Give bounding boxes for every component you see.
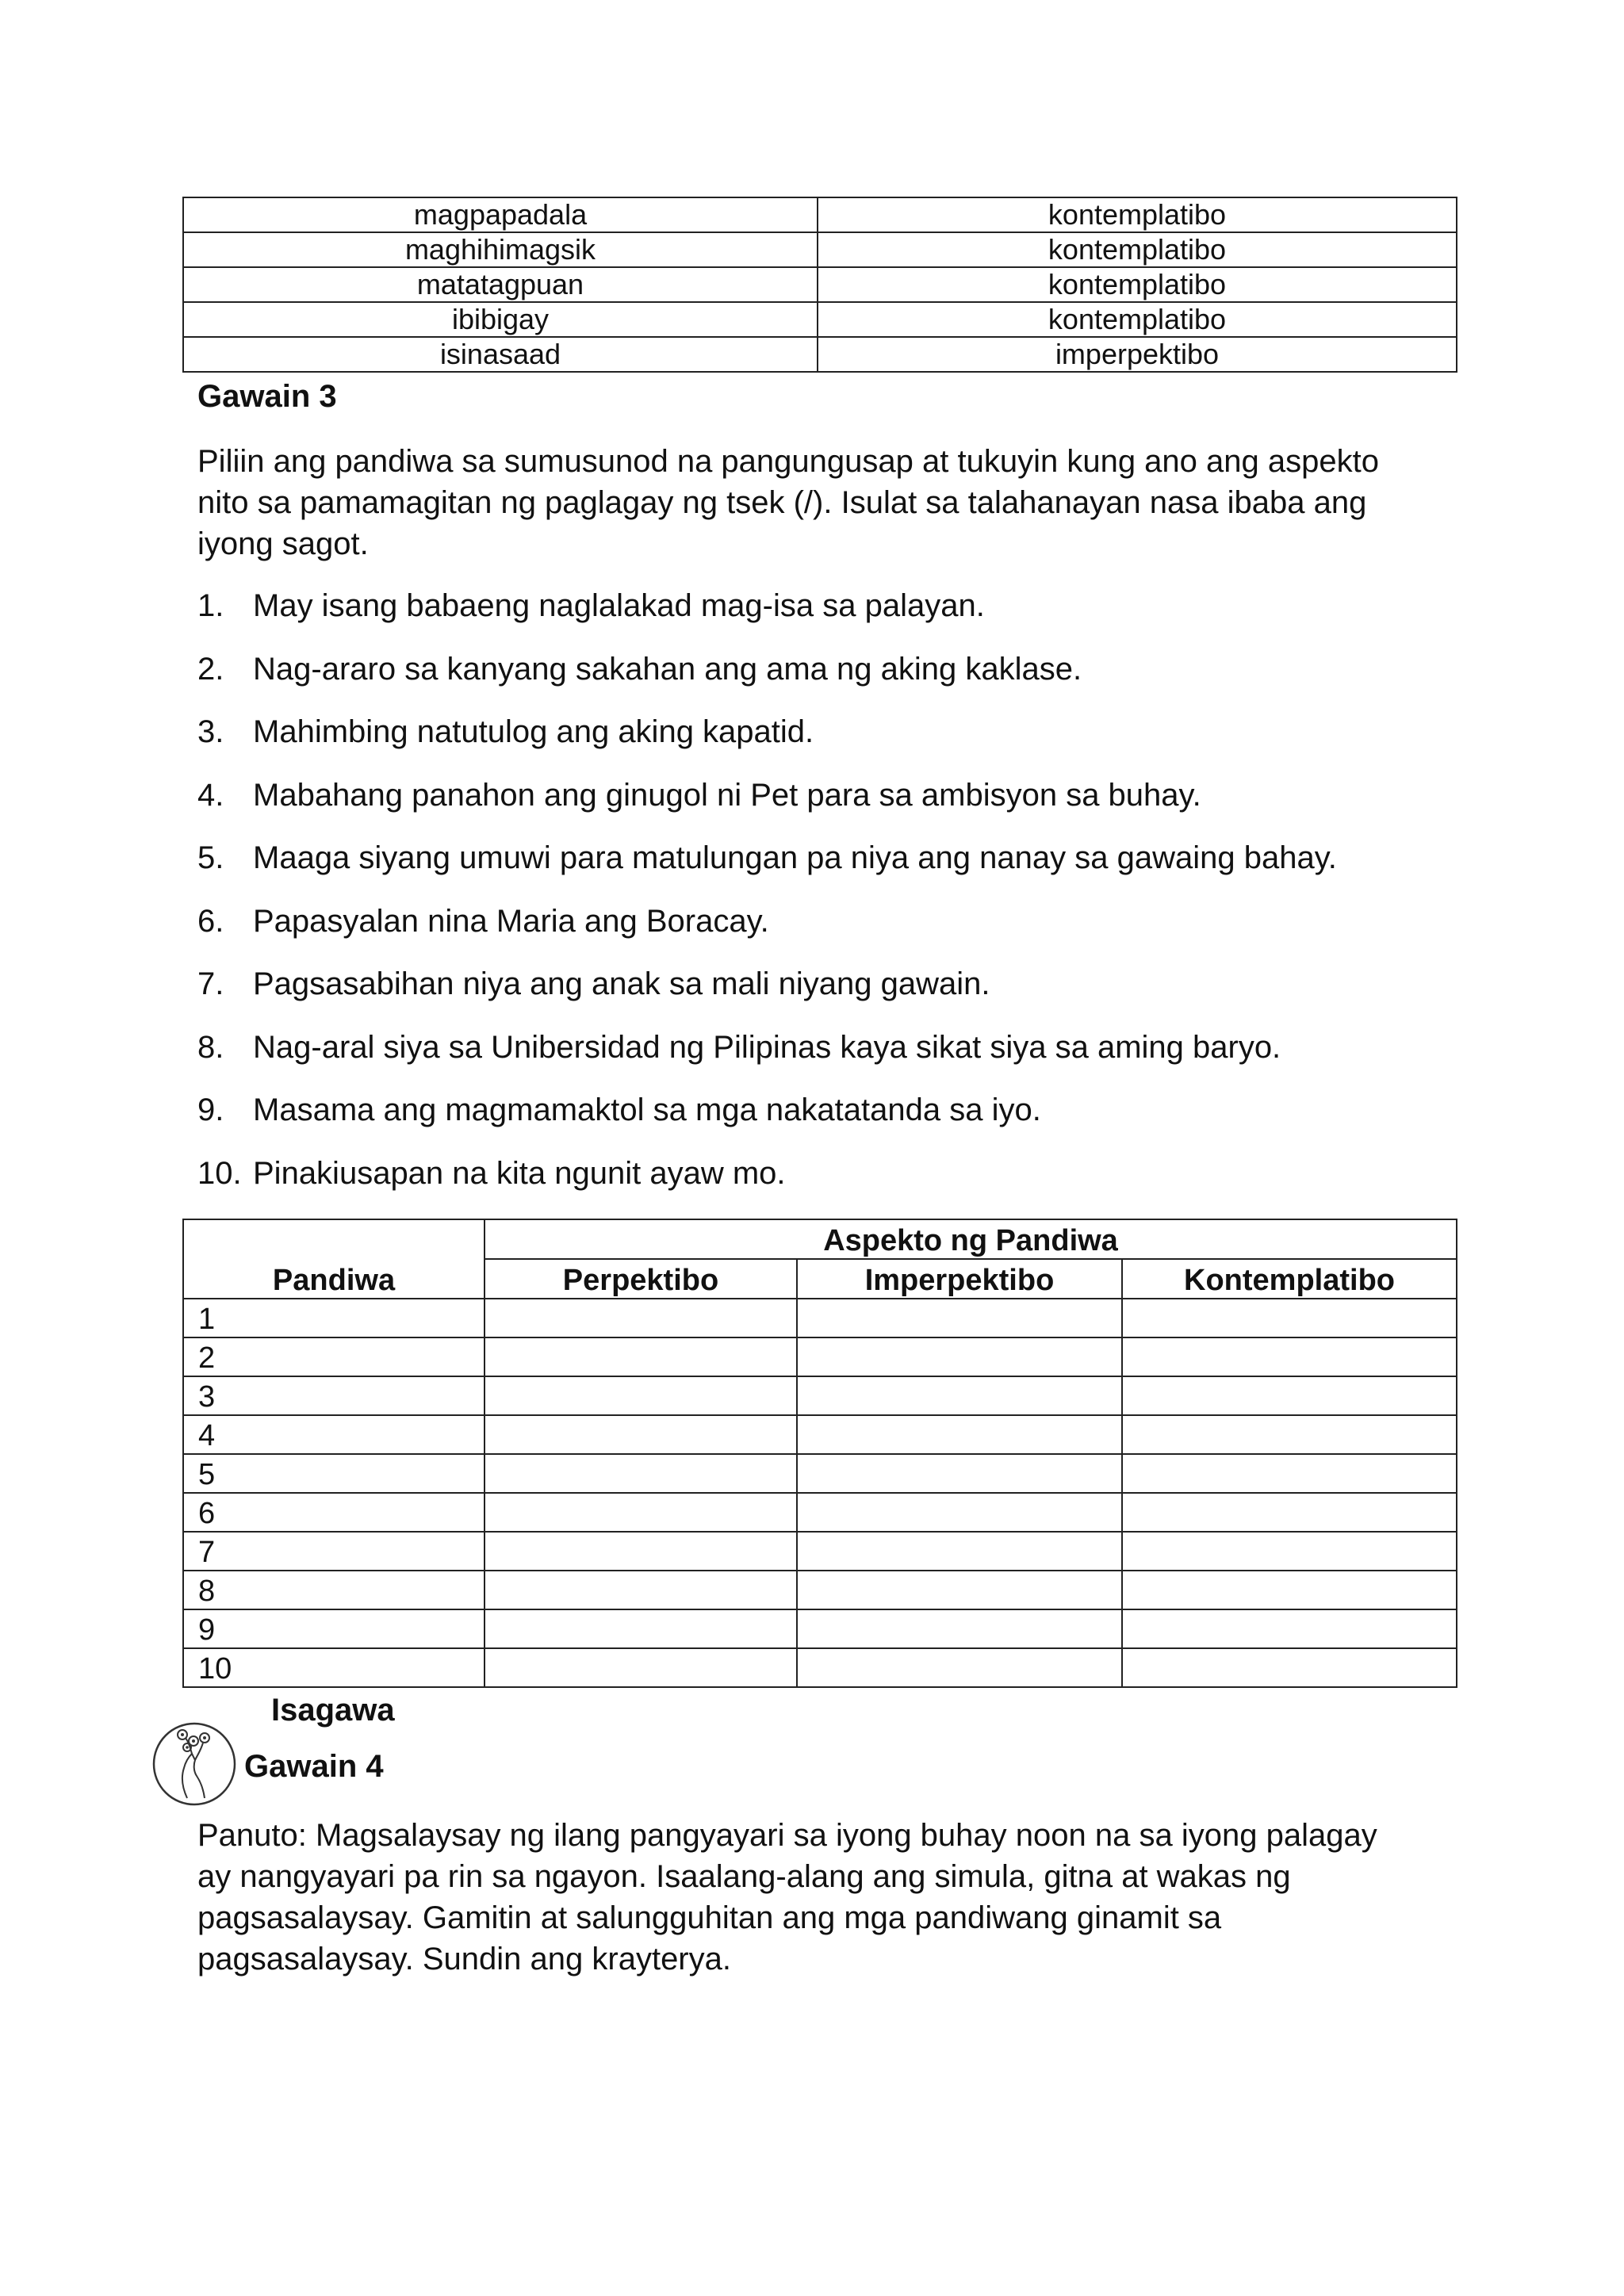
instruction-line: pagsasalaysay. Sundin ang krayterya. [197,1942,731,1976]
row-number: 3 [183,1376,485,1415]
verb-cell: isinasaad [183,337,818,372]
row-number: 9 [183,1609,485,1648]
kontemplatibo-cell[interactable] [1122,1415,1457,1454]
table-row [183,1337,1457,1376]
imperpektibo-cell[interactable] [797,1376,1122,1415]
perpektibo-cell[interactable] [485,1571,797,1609]
table-row [183,1609,1457,1648]
perpektibo-cell[interactable] [485,1532,797,1571]
item-text: Papasyalan nina Maria ang Boracay. [253,904,769,939]
table-row [183,197,1457,232]
gawain-3-instructions [197,441,1436,564]
kontemplatibo-cell[interactable] [1122,1532,1457,1571]
item-number: 7. [197,966,224,1001]
instruction-line: pagsasalaysay. Gamitin at salungguhitan ang mga pandiwang ginamit sa [197,1900,1222,1935]
table-row [183,1648,1457,1687]
imperpektibo-cell[interactable] [797,1337,1122,1376]
table-row [183,1454,1457,1493]
instruction-line: Piliin ang pandiwa sa sumusunod na pangungusap at tukuyin kung ano ang aspekto [197,444,1379,479]
item-number: 9. [197,1093,224,1127]
aspect-cell: kontemplatibo [818,232,1457,267]
list-item [197,713,814,751]
kontemplatibo-header: Kontemplatibo [1122,1259,1457,1299]
table-header-row [183,1219,1457,1259]
kontemplatibo-cell[interactable] [1122,1376,1457,1415]
instruction-line: iyong sagot. [197,526,369,561]
perpektibo-cell[interactable] [485,1609,797,1648]
imperpektibo-cell[interactable] [797,1493,1122,1532]
list-item [197,1154,786,1192]
instruction-line: Panuto: Magsalaysay ng ilang pangyayari sa iyong buhay noon na sa iyong palagay [197,1818,1377,1853]
aspekto-group-header: Aspekto ng Pandiwa [485,1219,1457,1259]
instruction-line: nito sa pamamagitan ng paglagay ng tsek (/). Isulat sa talahanayan nasa ibaba ang [197,485,1367,520]
row-number: 10 [183,1648,485,1687]
aspect-cell: imperpektibo [818,337,1457,372]
perpektibo-cell[interactable] [485,1299,797,1337]
kontemplatibo-cell[interactable] [1122,1337,1457,1376]
row-number: 2 [183,1337,485,1376]
item-text: Nag-aral siya sa Unibersidad ng Pilipinas kaya sikat siya sa aming baryo. [253,1030,1281,1065]
table-row [183,1532,1457,1571]
kontemplatibo-cell[interactable] [1122,1493,1457,1532]
item-text: Pinakiusapan na kita ngunit ayaw mo. [253,1156,786,1191]
list-item [197,839,1337,877]
list-item [197,650,1082,688]
row-number: 8 [183,1571,485,1609]
gawain-3-title: Gawain 3 [197,379,337,414]
list-item [197,902,769,940]
table-row [183,302,1457,337]
kontemplatibo-cell[interactable] [1122,1609,1457,1648]
row-number: 4 [183,1415,485,1454]
kontemplatibo-cell[interactable] [1122,1299,1457,1337]
gawain-4-title: Gawain 4 [244,1749,384,1784]
pandiwa-header: Pandiwa [183,1219,485,1299]
table-row [183,1493,1457,1532]
table-row [183,232,1457,267]
verb-cell: ibibigay [183,302,818,337]
imperpektibo-cell[interactable] [797,1415,1122,1454]
list-item [197,776,1201,814]
imperpektibo-cell[interactable] [797,1609,1122,1648]
table-row [183,1415,1457,1454]
verb-cell: matatagpuan [183,267,818,302]
perpektibo-cell[interactable] [485,1454,797,1493]
list-item [197,965,990,1003]
gawain-4-instructions [197,1815,1436,1980]
item-text: Masama ang magmamaktol sa mga nakatatanda sa iyo. [253,1093,1041,1127]
table-row [183,1571,1457,1609]
row-number: 5 [183,1454,485,1493]
hand-gesture-icon [151,1720,238,1808]
verb-aspect-answer-table [182,197,1457,373]
imperpektibo-cell[interactable] [797,1532,1122,1571]
row-number: 6 [183,1493,485,1532]
imperpektibo-cell[interactable] [797,1648,1122,1687]
list-item [197,1091,1041,1129]
item-number: 6. [197,904,224,939]
verb-cell: magpapadala [183,197,818,232]
imperpektibo-cell[interactable] [797,1571,1122,1609]
aspect-cell: kontemplatibo [818,267,1457,302]
perpektibo-cell[interactable] [485,1337,797,1376]
isagawa-label: Isagawa [271,1693,395,1728]
item-number: 5. [197,840,224,875]
table-row [183,267,1457,302]
item-text: Mahimbing natutulog ang aking kapatid. [253,714,814,749]
kontemplatibo-cell[interactable] [1122,1648,1457,1687]
perpektibo-cell[interactable] [485,1415,797,1454]
table-row [183,337,1457,372]
item-text: Nag-araro sa kanyang sakahan ang ama ng aking kaklase. [253,652,1082,687]
verb-cell: maghihimagsik [183,232,818,267]
row-number: 1 [183,1299,485,1337]
aspekto-answer-table [182,1219,1457,1688]
aspect-cell: kontemplatibo [818,302,1457,337]
item-text: Pagsasabihan niya ang anak sa mali niyang gawain. [253,966,990,1001]
perpektibo-cell[interactable] [485,1376,797,1415]
aspect-cell: kontemplatibo [818,197,1457,232]
item-number: 10. [197,1156,242,1191]
list-item [197,587,985,625]
imperpektibo-cell[interactable] [797,1299,1122,1337]
item-number: 1. [197,588,224,623]
item-text: Mabahang panahon ang ginugol ni Pet para sa ambisyon sa buhay. [253,778,1201,813]
imperpektibo-header: Imperpektibo [797,1259,1122,1299]
perpektibo-header: Perpektibo [485,1259,797,1299]
item-number: 4. [197,778,224,813]
list-item [197,1028,1281,1066]
row-number: 7 [183,1532,485,1571]
item-text: May isang babaeng naglalakad mag-isa sa palayan. [253,588,985,623]
item-number: 8. [197,1030,224,1065]
kontemplatibo-cell[interactable] [1122,1571,1457,1609]
perpektibo-cell[interactable] [485,1648,797,1687]
item-text: Maaga siyang umuwi para matulungan pa niya ang nanay sa gawaing bahay. [253,840,1337,875]
instruction-line: ay nangyayari pa rin sa ngayon. Isaalang-alang ang simula, gitna at wakas ng [197,1859,1291,1894]
table-row [183,1376,1457,1415]
perpektibo-cell[interactable] [485,1493,797,1532]
item-number: 2. [197,652,224,687]
kontemplatibo-cell[interactable] [1122,1454,1457,1493]
table-row [183,1299,1457,1337]
imperpektibo-cell[interactable] [797,1454,1122,1493]
item-number: 3. [197,714,224,749]
